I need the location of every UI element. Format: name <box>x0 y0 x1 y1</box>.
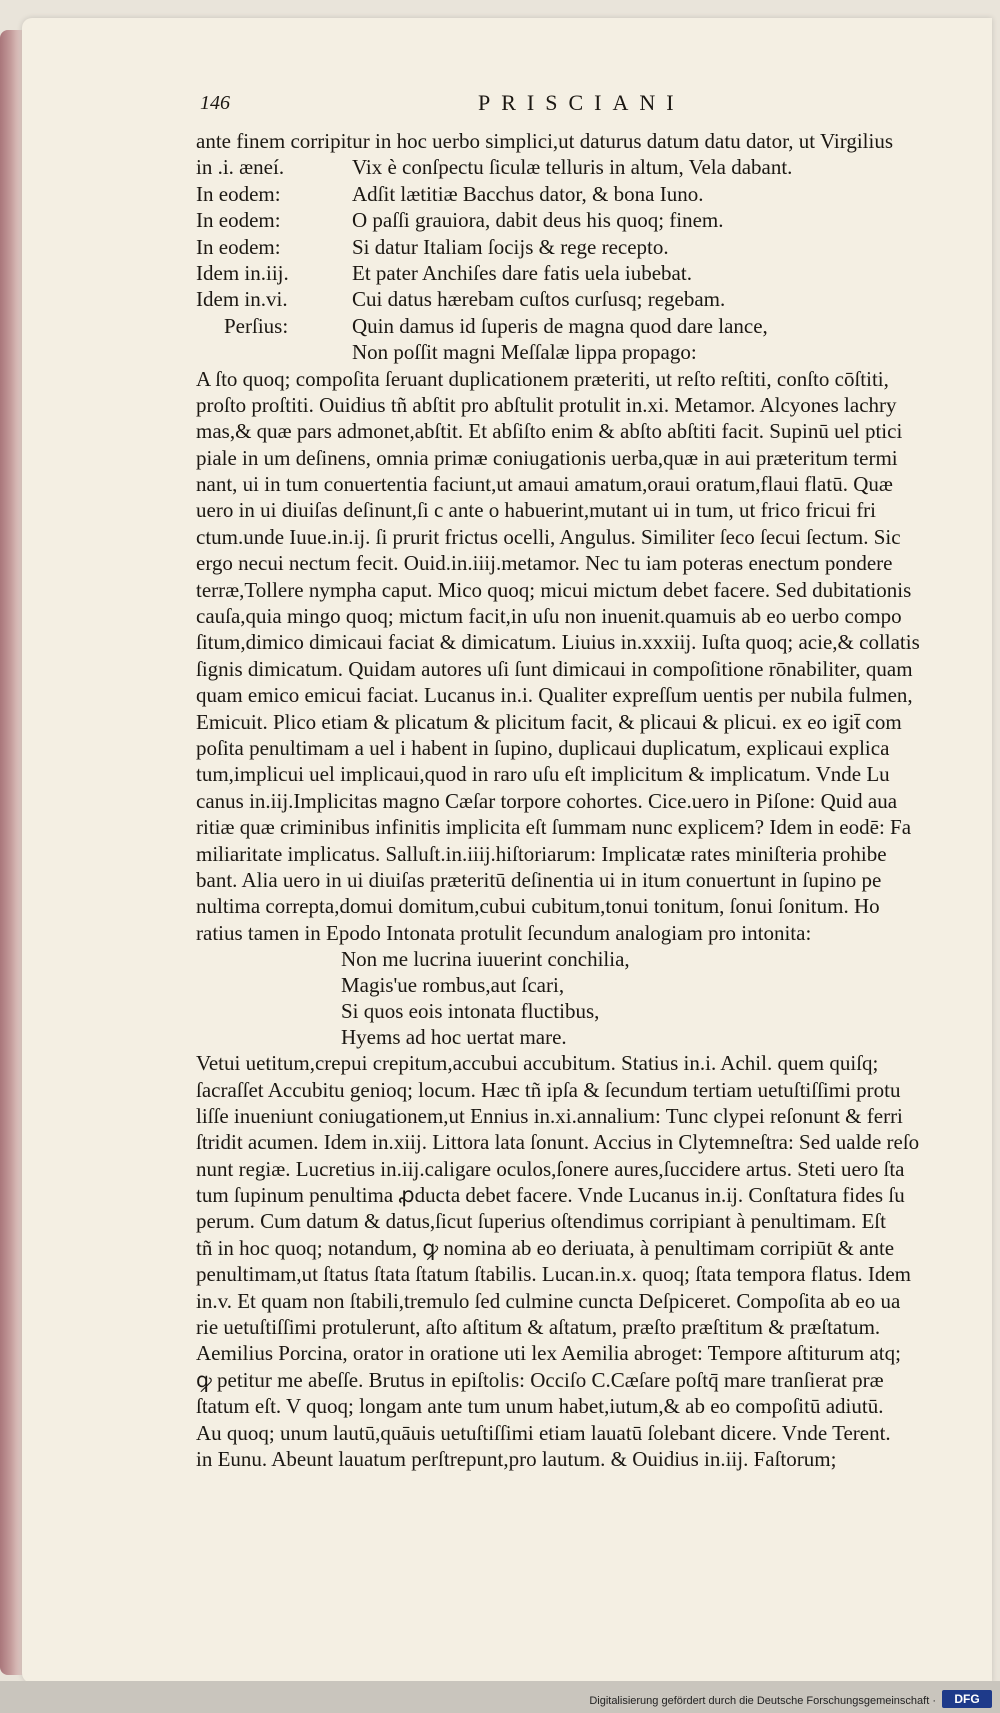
verse-row <box>196 260 986 286</box>
text-line: terræ,Tollere nympha caput. Mico quoq; micui mictum debet facere. Sed dubitationis <box>196 577 912 602</box>
page-number: 146 <box>200 92 230 114</box>
funding-credit: Digitalisierung gefördert durch die Deutsche Forschungsgemeinschaft · <box>589 1695 936 1707</box>
poem-line: Si quos eois intonata fluctibus, <box>341 999 600 1024</box>
text-line: mas,& quæ pars admonet,abſtit. Et abſiſto enim & abſto abſtiti facit. Supinū uel ptici <box>196 419 903 444</box>
verse-source: Perſius: <box>224 313 289 338</box>
text-line: proſto proſtiti. Ouidius tñ abſtit pro abſtulit protulit in.xi. Metamor. Alcyones lachry <box>196 392 897 417</box>
verse-source: In eodem: <box>196 181 281 206</box>
text-line: quam emico emicui faciat. Lucanus in.i. Qualiter expreſſum uentis per nubila fulmen, <box>196 683 913 708</box>
verse-row <box>196 286 986 312</box>
text-line: ante finem corripitur in hoc uerbo simplici,ut daturus datum datu dator, ut Virgilius <box>196 129 893 153</box>
text-line: uero in ui diuiſas deſinunt,ſi c ante o habuerint,mutant ui in tum, ut frico fricui fri <box>196 498 877 523</box>
text-line: Emicuit. Plico etiam & plicatum & plicitum facit, & plicaui & plicui. ex eo igit̄ com <box>196 709 902 734</box>
text-line: Au quoq; unum lautū,quāuis uetuſtiſſimi etiam lauatū ſolebant dicere. Vnde Terent. <box>196 1420 891 1445</box>
verse-source: Idem in.iij. <box>196 260 289 285</box>
dfg-logo: DFG <box>942 1690 992 1708</box>
poem-line: Non me lucrina iuuerint conchilia, <box>341 947 630 972</box>
verse-text: Quin damus id ſuperis de magna quod dare lance, <box>352 313 768 338</box>
verse-row <box>196 339 986 365</box>
text-line: ſacraſſet Accubitu genioq; locum. Hæc tñ ipſa & ſecundum tertiam uetuſtiſſimi protu <box>196 1077 901 1102</box>
verse-source: in .i. æneí. <box>196 155 285 180</box>
text-line: liſſe inueniunt coniugationem,ut Ennius in.xi.annalium: Tunc clypei reſonunt & ferri <box>196 1103 903 1128</box>
text-line: ergo necui nectum fecit. Ouid.in.iiij.metamor. Nec tu iam poteras enectum pondere <box>196 551 893 576</box>
text-line: ſignis dimicatum. Quidam autores uſi ſunt dimicaui in compoſitione rōnabiliter, quam <box>196 656 913 681</box>
text-line: ritiæ quæ criminibus infinitis implicita eſt ſummam nunc explicem? Idem in eodē: Fa <box>196 815 912 840</box>
text-line: bant. Alia uero in ui diuiſas præteritū deſinentia ui in itum conuertunt in ſupino pe <box>196 867 882 892</box>
text-line: poſita penultimam a uel i habent in ſupino, duplicaui duplicatum, explicaui explica <box>196 735 890 760</box>
verse-text: Vix è conſpectu ſiculæ telluris in altum, Vela dabant. <box>352 155 793 180</box>
text-line: penultimam,ut ſtatus ſtata ſtatum ſtabilis. Lucan.in.x. quoq; ſtata tempora flatus. Idem <box>196 1262 912 1287</box>
verse-citations <box>196 154 986 365</box>
verse-text: Si datur Italiam ſocijs & rege recepto. <box>352 234 669 259</box>
text-line: perum. Cum datum & datus,ſicut ſuperius oſtendimus corripiant à penultimam. Eſt <box>196 1209 886 1234</box>
verse-source: Idem in.vi. <box>196 287 288 312</box>
text-line: Vetui uetitum,crepui crepitum,accubui accubitum. Statius in.i. Achil. quem quiſq; <box>196 1051 879 1076</box>
text-line: Aemilius Porcina, orator in oratione uti lex Aemilia abroget: Tempore aſtiturum atq; <box>196 1341 901 1366</box>
verse-row <box>196 207 986 233</box>
text-line: in.v. Et quam non ſtabili,tremulo ſed culmine cuncta Deſpiceret. Compoſita ab eo ua <box>196 1288 901 1313</box>
text-line: nunt regiæ. Lucretius in.iij.caligare oculos,ſonere aures,ſuccidere artus. Steti uero ſta <box>196 1156 905 1181</box>
verse-source <box>196 339 352 365</box>
text-line: tum ſupinum penultima ꝓducta debet facere. Vnde Lucanus in.ij. Conſtatura fides ſu <box>196 1183 905 1208</box>
verse-row <box>196 181 986 207</box>
paragraph-2 <box>196 1050 986 1472</box>
text-block <box>196 128 986 1472</box>
text-line: in Eunu. Abeunt lauatum perſtrepunt,pro lautum. & Ouidius in.iij. Faſtorum; <box>196 1446 837 1471</box>
text-line: rie uetuſtiſſimi protulerunt, aſto aſtitum & aſtatum, præſto præſtitum & præſtatum. <box>196 1315 881 1340</box>
text-line: ratius tamen in Epodo Intonata protulit ſecundum analogiam pro intonita: <box>196 920 812 945</box>
text-line: nultima correpta,domui domitum,cubui cubitum,tonui tonitum, ſonui ſonitum. Ho <box>196 894 880 919</box>
page-header <box>200 92 960 122</box>
verse-text: Adſit lætitiæ Bacchus dator, & bona Iuno. <box>352 181 704 206</box>
text-line: ctum.unde Iuue.in.ij. ſi prurit frictus ocelli, Angulus. Similiter ſeco ſecui ſectum. Sic <box>196 524 901 549</box>
verse-text: O paſſi grauiora, dabit deus his quoq; finem. <box>352 208 724 233</box>
poem-line: Magis'ue rombus,aut ſcari, <box>341 973 565 998</box>
running-head: PRISCIANI <box>478 90 685 115</box>
verse-text: Cui datus hærebam cuſtos curſusq; regebam. <box>352 287 726 312</box>
footer-bar <box>0 1681 1000 1713</box>
verse-row <box>196 234 986 260</box>
text-line: ſitum,dimico dimicaui faciat & dimicatum. Liuius in.xxxiij. Iuſta quoq; acie,& collatis <box>196 630 920 655</box>
verse-text: Et pater Anchiſes dare fatis uela iubebat. <box>352 260 692 285</box>
text-line: miliaritate implicatus. Salluſt.in.iiij.hiſtoriarum: Implicatæ rates miniſteria prohibe <box>196 841 887 866</box>
text-line: ꝙ petitur me abeſſe. Brutus in epiſtolis: Occiſo C.Cæſare poſtq̄ mare tranſierat præ <box>196 1367 884 1392</box>
verse-row <box>196 313 986 339</box>
paragraph-1 <box>196 366 986 947</box>
poem-line: Hyems ad hoc uertat mare. <box>341 1025 567 1050</box>
verse-source: In eodem: <box>196 234 281 259</box>
text-line: ſtatum eſt. V quoq; longam ante tum unum habet,iutum,& ab eo compoſitū adiutū. <box>196 1394 884 1419</box>
verse-source: In eodem: <box>196 208 281 233</box>
text-line: tum,implicui uel implicaui,quod in raro uſu eſt implicitum & implicatum. Vnde Lu <box>196 762 890 787</box>
text-line: ſtridit acumen. Idem in.xiij. Littora lata ſonunt. Accius in Clytemneſtra: Sed ualde reſo <box>196 1130 920 1155</box>
text-line: tñ in hoc quoq; notandum, ꝙ nomina ab eo deriuata, à penultimam corripiūt & ante <box>196 1235 895 1260</box>
text-line: nant, ui in tum conuertentia faciunt,ut amaui amatum,oraui oratum,flaui flatū. Quæ <box>196 472 893 497</box>
verse-row <box>196 154 986 180</box>
text-line: cauſa,quia mingo quoq; mictum facit,in uſu non inuenit.quamuis ab eo uerbo compo <box>196 604 902 629</box>
text-line: piale in um deſinens, omnia primæ coniugationis uerba,quæ in aui præteritum termi <box>196 445 898 470</box>
poem-quote <box>196 946 986 1050</box>
verse-text: Non poſſit magni Meſſalæ lippa propago: <box>352 340 697 365</box>
text-line: A ſto quoq; compoſita ſeruant duplicationem præteriti, ut reſto reſtiti, conſto cōſtiti, <box>196 366 889 391</box>
text-line: canus in.iij.Implicitas magno Cæſar torpore cohortes. Cice.uero in Piſone: Quid aua <box>196 788 898 813</box>
